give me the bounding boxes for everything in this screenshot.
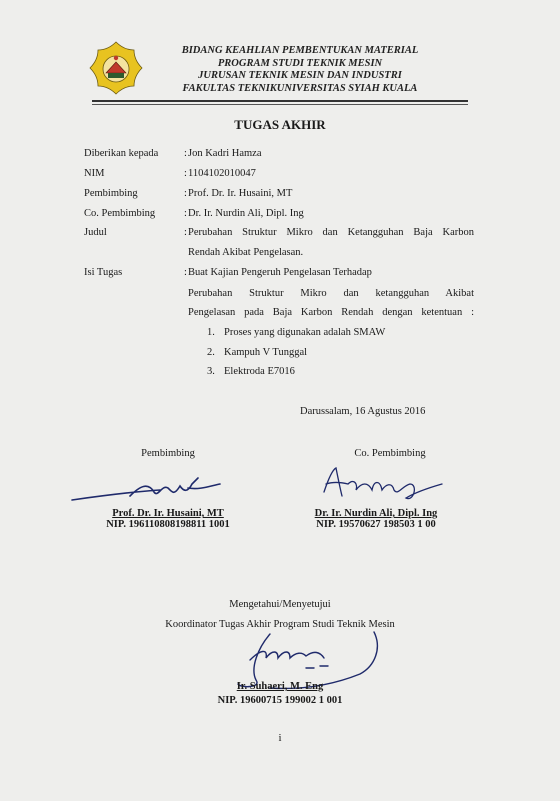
isi-tugas-line-1: Buat Kajian Pengeruh Pengelasan Terhadap xyxy=(188,267,372,278)
field-co-pembimbing xyxy=(84,208,192,219)
header-divider-thin xyxy=(92,104,468,105)
field-label: Co. Pembimbing xyxy=(84,208,156,219)
koordinator-nip: NIP. 19600715 199002 1 001 xyxy=(217,695,343,706)
field-label: Isi Tugas xyxy=(84,267,123,278)
institution-header xyxy=(150,45,450,95)
field-value-nim: 1104102010047 xyxy=(188,168,256,179)
place-date: Darussalam, 16 Agustus 2016 xyxy=(300,406,426,417)
field-label: NIM xyxy=(84,168,105,179)
field-judul xyxy=(84,227,192,238)
field-label: Diberikan kepada xyxy=(84,148,159,159)
university-emblem-icon xyxy=(88,40,144,96)
header-line-1: BIDANG KEAHLIAN PEMBENTUKAN MATERIAL xyxy=(181,45,419,56)
signatory-details-pembimbing xyxy=(68,508,268,530)
field-isi-tugas xyxy=(84,267,192,278)
header-line-3: JURUSAN TEKNIK MESIN DAN INDUSTRI xyxy=(198,70,402,81)
list-number: 2. xyxy=(207,347,215,358)
signatory-nip: NIP. 196110808198811 1001 xyxy=(106,519,230,530)
list-item xyxy=(207,347,307,358)
signatory-details-co-pembimbing xyxy=(276,508,476,530)
signatory-nip: NIP. 19570627 198503 1 00 xyxy=(316,519,436,530)
header-line-4: FAKULTAS TEKNIKUNIVERSITAS SYIAH KUALA xyxy=(182,82,418,94)
field-value-judul-line-1: Perubahan Struktur Mikro dan Ketangguhan Baja Karbon xyxy=(188,227,474,238)
colon: : xyxy=(184,168,187,179)
page-number: i xyxy=(278,732,282,744)
signature-block-co-pembimbing xyxy=(290,448,490,459)
signatory-name: Prof. Dr. Ir. Husaini, MT xyxy=(112,508,224,519)
list-number: 1. xyxy=(207,327,215,338)
document-title: TUGAS AKHIR xyxy=(234,117,326,132)
approval-heading: Mengetahui/Menyetujui xyxy=(229,599,331,610)
colon: : xyxy=(184,188,187,199)
signatory-role: Co. Pembimbing xyxy=(354,448,426,459)
list-number: 3. xyxy=(207,366,215,377)
field-pembimbing xyxy=(84,188,192,199)
list-item xyxy=(207,366,295,377)
colon: : xyxy=(184,208,187,219)
field-value-pembimbing: Prof. Dr. Ir. Husaini, MT xyxy=(188,188,293,199)
field-diberikan-kepada xyxy=(84,148,192,159)
colon: : xyxy=(184,148,187,159)
signature-pembimbing-icon xyxy=(70,470,250,510)
signatory-name: Dr. Ir. Nurdin Ali, Dipl. Ing xyxy=(314,508,438,519)
signature-block-pembimbing xyxy=(68,448,268,459)
field-value-recipient: Jon Kadri Hamza xyxy=(188,148,262,159)
field-value-judul-line-2: Rendah Akibat Pengelasan. xyxy=(188,247,304,258)
signature-co-pembimbing-icon xyxy=(318,462,458,512)
list-text: Elektroda E7016 xyxy=(224,366,295,377)
koordinator-role: Koordinator Tugas Akhir Program Studi Teknik Mesin xyxy=(165,619,395,630)
signatory-role: Pembimbing xyxy=(141,448,195,459)
list-text: Kampuh V Tunggal xyxy=(224,347,308,358)
field-label: Pembimbing xyxy=(84,188,138,199)
list-item xyxy=(207,327,385,338)
header-divider xyxy=(92,100,468,102)
header-line-2: PROGRAM STUDI TEKNIK MESIN xyxy=(217,57,383,69)
koordinator-name: Ir. Suhaeri, M. Eng xyxy=(236,681,324,692)
isi-tugas-line-2: Perubahan Struktur Mikro dan ketangguhan Akibat xyxy=(188,288,474,299)
isi-tugas-line-3: Pengelasan pada Baja Karbon Rendah dengan ketentuan : xyxy=(188,307,474,318)
field-value-co-pembimbing: Dr. Ir. Nurdin Ali, Dipl. Ing xyxy=(188,208,304,219)
list-text: Proses yang digunakan adalah SMAW xyxy=(224,327,386,338)
colon: : xyxy=(184,227,187,238)
colon: : xyxy=(184,267,187,278)
field-nim xyxy=(84,168,192,179)
field-label: Judul xyxy=(84,227,107,238)
